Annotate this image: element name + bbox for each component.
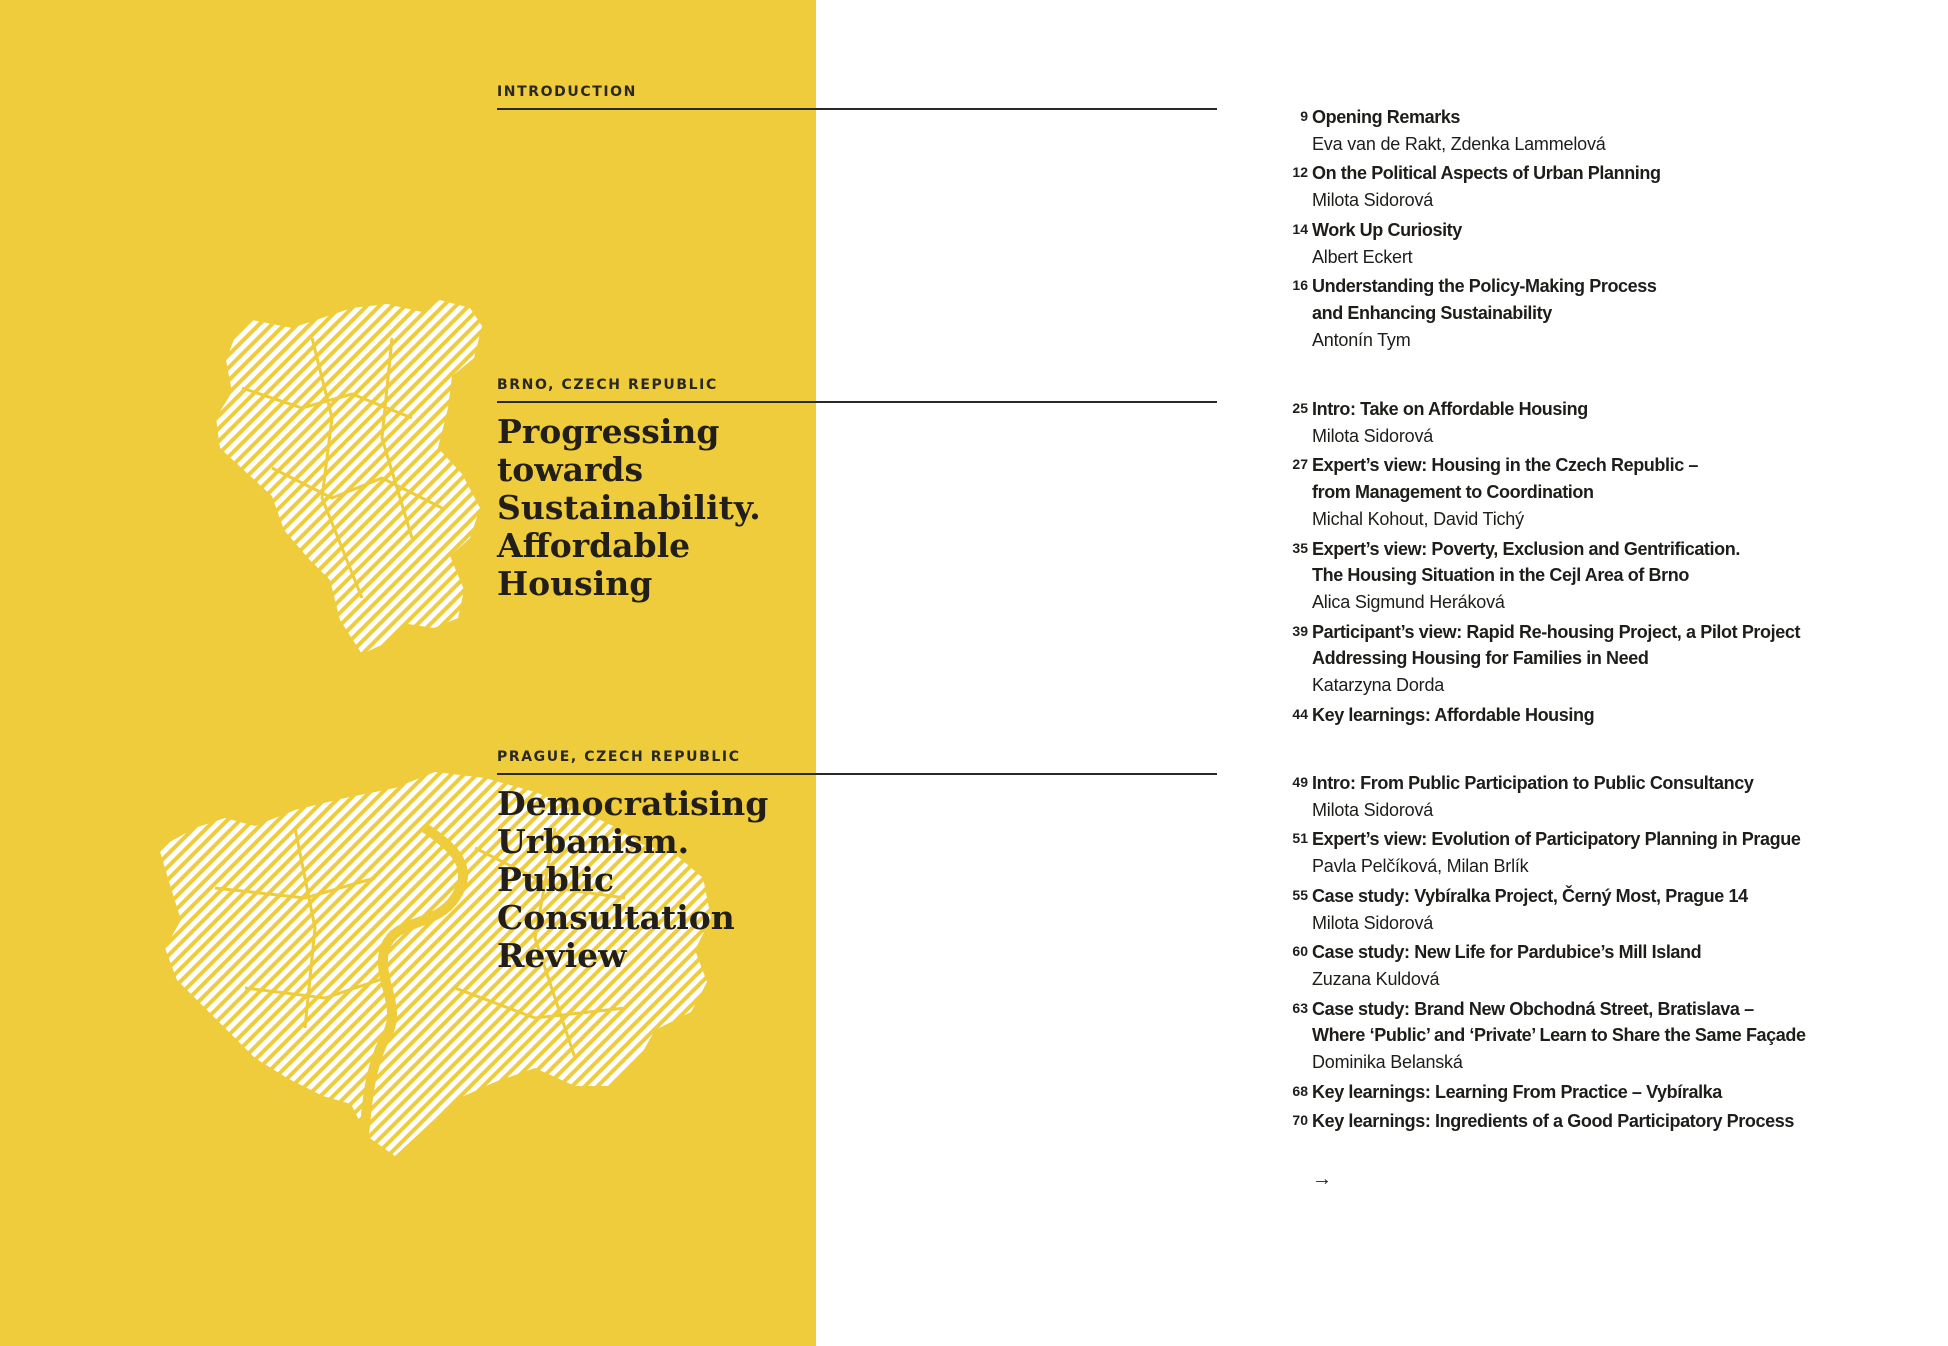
toc-entry[interactable] xyxy=(1280,826,1820,879)
toc-entry[interactable] xyxy=(1280,273,1820,353)
toc-entry[interactable] xyxy=(1280,1108,1820,1135)
section-rule-introduction xyxy=(497,108,1217,110)
title-line: Review xyxy=(497,936,627,975)
page-number: 49 xyxy=(1292,774,1308,790)
toc-entry[interactable] xyxy=(1280,536,1820,616)
next-arrow-icon[interactable]: → xyxy=(1312,1168,1332,1190)
title-line: Democratising xyxy=(497,784,769,823)
entry-title: Opening Remarks xyxy=(1312,107,1461,127)
brno-map-illustration xyxy=(212,298,490,655)
entry-title: Intro: From Public Participation to Public Consultancy xyxy=(1312,773,1754,793)
entry-title-line-2: The Housing Situation in the Cejl Area of Brno xyxy=(1312,565,1689,586)
title-line: Consultation xyxy=(497,898,735,937)
toc-entry[interactable] xyxy=(1280,996,1820,1076)
entry-title: Participant’s view: Rapid Re-housing Project, a Pilot Project xyxy=(1312,621,1801,642)
page-number: 68 xyxy=(1292,1082,1308,1099)
page-number: 63 xyxy=(1292,999,1308,1016)
toc-brno xyxy=(1280,396,1820,731)
page-number: 39 xyxy=(1292,622,1308,639)
page-number: 14 xyxy=(1292,220,1308,237)
title-line: towards xyxy=(497,450,644,489)
entry-title-line-2: and Enhancing Sustainability xyxy=(1312,302,1552,323)
toc-entry[interactable] xyxy=(1280,217,1820,270)
entry-author: Milota Sidorová xyxy=(1312,425,1434,446)
entry-title: On the Political Aspects of Urban Planning xyxy=(1312,163,1661,184)
toc-entry[interactable] xyxy=(1280,396,1820,449)
page-number: 51 xyxy=(1292,830,1308,847)
entry-title: Expert’s view: Poverty, Exclusion and Gentrification. xyxy=(1312,538,1740,559)
section-label-prague: PRAGUE, CZECH REPUBLIC xyxy=(497,749,741,765)
entry-title: Case study: Vybíralka Project, Černý Most, Prague 14 xyxy=(1312,885,1748,906)
title-line: Public xyxy=(497,860,615,899)
entry-title: Expert’s view: Housing in the Czech Republic – xyxy=(1312,455,1699,476)
entry-title-line-2: Addressing Housing for Families in Need xyxy=(1312,648,1649,669)
page-number: 35 xyxy=(1292,539,1308,556)
page-number: 25 xyxy=(1292,400,1308,416)
entry-author: Pavla Pelčíková, Milan Brlík xyxy=(1312,856,1529,877)
page-number: 9 xyxy=(1300,108,1308,124)
entry-author: Michal Kohout, David Tichý xyxy=(1312,508,1524,529)
section-label-introduction: INTRODUCTION xyxy=(497,84,637,100)
toc-introduction xyxy=(1280,104,1820,356)
entry-title: Case study: Brand New Obchodná Street, Bratislava – xyxy=(1312,998,1754,1019)
page-number: 27 xyxy=(1292,456,1308,473)
title-line: Sustainability. xyxy=(497,488,761,527)
entry-author: Milota Sidorová xyxy=(1312,799,1434,820)
page-number: 60 xyxy=(1292,943,1308,960)
entry-title-line-2: from Management to Coordination xyxy=(1312,482,1594,503)
entry-author: Antonín Tym xyxy=(1312,329,1411,350)
toc-entry[interactable] xyxy=(1280,939,1820,992)
section-title-prague xyxy=(497,785,787,975)
toc-entry[interactable] xyxy=(1280,452,1820,532)
entry-author: Katarzyna Dorda xyxy=(1312,675,1445,696)
entry-author: Alica Sigmund Heráková xyxy=(1312,591,1505,612)
entry-title: Key learnings: Learning From Practice – Vybíralka xyxy=(1312,1081,1722,1102)
section-rule-brno xyxy=(497,401,1217,403)
entry-title-line-2: Where ‘Public’ and ‘Private’ Learn to Share the Same Façade xyxy=(1312,1025,1806,1046)
page-number: 55 xyxy=(1292,886,1308,903)
toc-entry[interactable] xyxy=(1280,702,1820,729)
entry-author: Eva van de Rakt, Zdenka Lammelová xyxy=(1312,133,1606,154)
entry-title: Case study: New Life for Pardubice’s Mill Island xyxy=(1312,942,1702,963)
toc-entry[interactable] xyxy=(1280,883,1820,936)
toc-entry[interactable] xyxy=(1280,619,1820,699)
entry-title: Expert’s view: Evolution of Participatory Planning in Prague xyxy=(1312,829,1801,850)
entry-title: Work Up Curiosity xyxy=(1312,219,1462,240)
entry-author: Dominika Belanská xyxy=(1312,1052,1463,1073)
title-line: Progressing xyxy=(497,412,720,451)
title-line: Affordable xyxy=(497,526,691,565)
toc-entry[interactable] xyxy=(1280,1079,1820,1106)
section-title-brno xyxy=(497,413,787,603)
entry-author: Milota Sidorová xyxy=(1312,190,1434,211)
page-number: 70 xyxy=(1292,1112,1308,1129)
toc-entry[interactable] xyxy=(1280,160,1820,213)
title-line: Urbanism. xyxy=(497,822,690,861)
entry-title: Understanding the Policy-Making Process xyxy=(1312,276,1657,297)
entry-title: Intro: Take on Affordable Housing xyxy=(1312,399,1588,419)
toc-entry[interactable] xyxy=(1280,104,1820,157)
page-number: 12 xyxy=(1292,164,1308,181)
page-number: 44 xyxy=(1292,705,1308,722)
section-label-brno: BRNO, CZECH REPUBLIC xyxy=(497,377,718,393)
page-number: 16 xyxy=(1292,277,1308,294)
entry-title: Key learnings: Ingredients of a Good Participatory Process xyxy=(1312,1111,1794,1132)
section-rule-prague xyxy=(497,773,1217,775)
entry-title: Key learnings: Affordable Housing xyxy=(1312,704,1595,725)
title-line: Housing xyxy=(497,564,653,603)
entry-author: Zuzana Kuldová xyxy=(1312,968,1440,989)
entry-author: Milota Sidorová xyxy=(1312,912,1434,933)
toc-entry[interactable] xyxy=(1280,770,1820,823)
toc-prague xyxy=(1280,770,1820,1138)
entry-author: Albert Eckert xyxy=(1312,246,1413,267)
